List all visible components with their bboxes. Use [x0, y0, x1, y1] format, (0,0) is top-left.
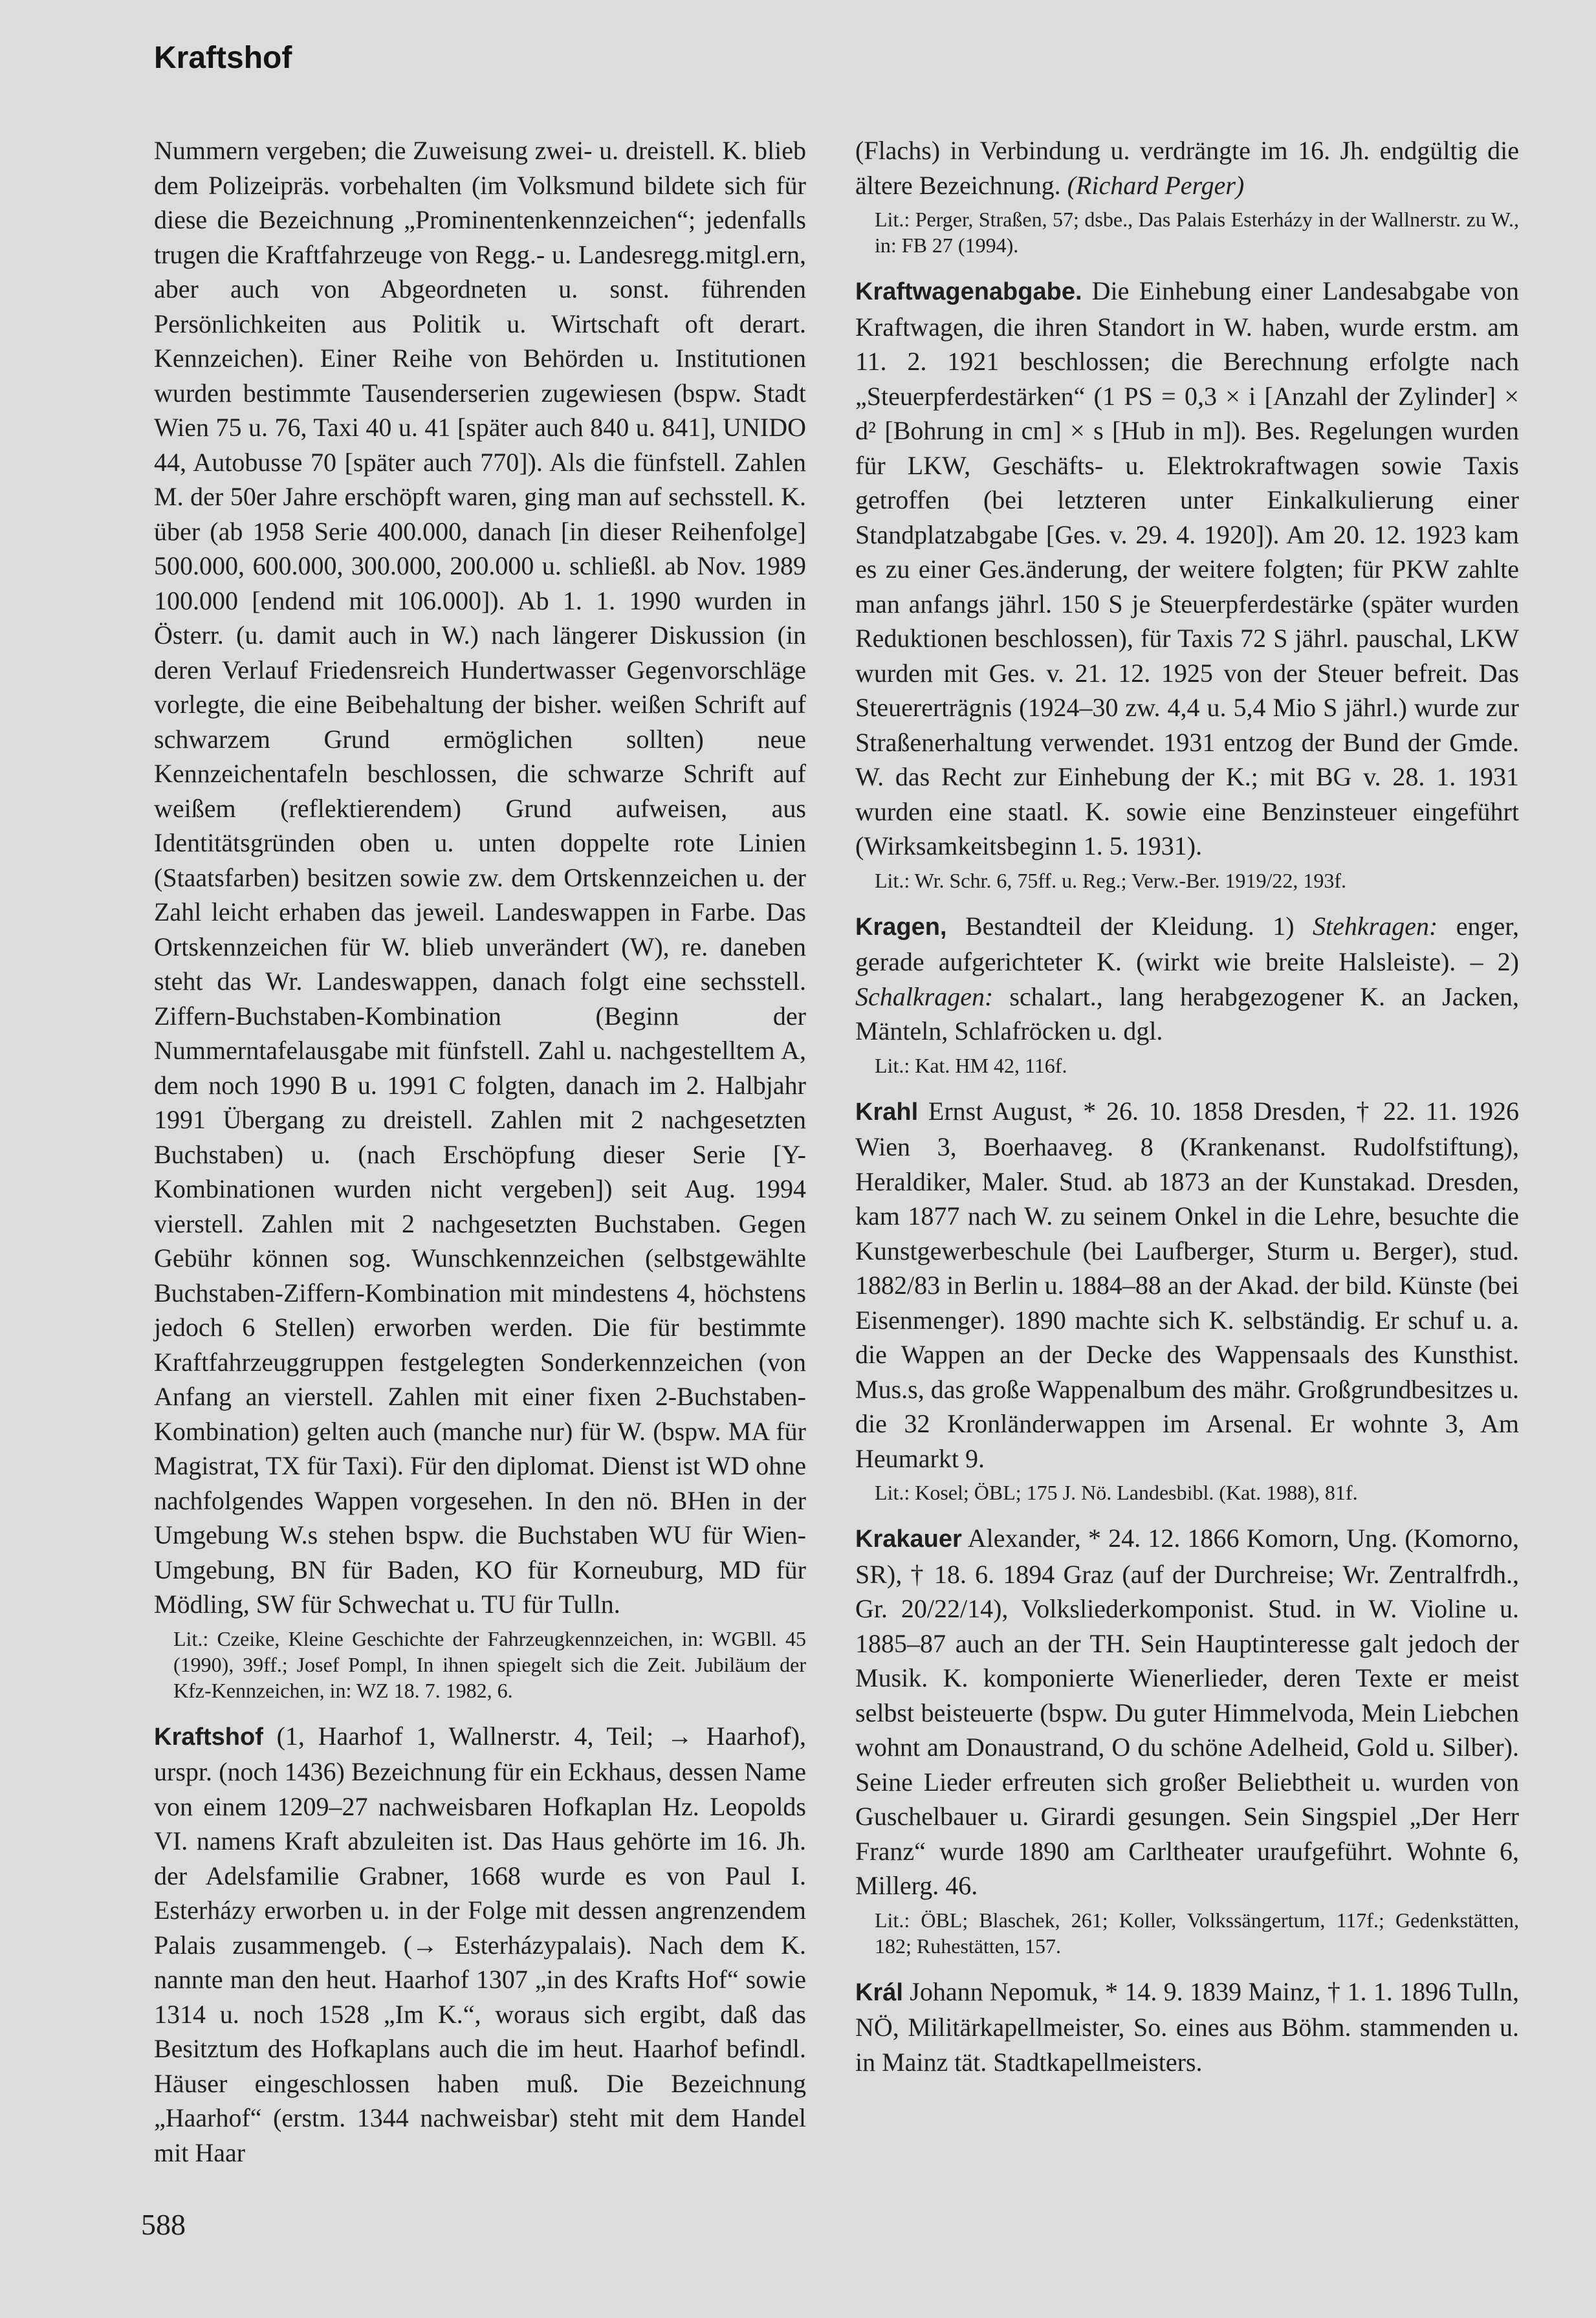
- literature-kragen: Lit.: Kat. HM 42, 116f.: [875, 1053, 1067, 1077]
- entry-kragen: [855, 909, 1519, 1049]
- literature-kraftwagenabgabe: Lit.: Wr. Schr. 6, 75ff. u. Reg.; Verw.-Ber. 1919/22, 193f.: [875, 868, 1347, 892]
- headword-krahl: Krahl: [855, 1098, 919, 1126]
- term-stehkragen: Stehkragen:: [1313, 911, 1438, 941]
- entry-text-kraftwagenabgabe: Die Einhebung einer Landesabgabe von Kraftwagen, die ihren Standort in W. haben, wurde erstm. am 11. 2. 1921 beschlossen; die Berechnung erfolgte nach „Steuerpferdestärken“ (1 PS = 0,3 × i [Anzahl der Zylinder] × d² [Bohrung in cm] × s [Hub in m]). Bes. Regelungen wurden für LKW, Geschäfts- u. Elektrokraftwagen sowie Taxis getroffen (bei letzteren unter Einkalkulierung einer Standplatzabgabe [Ges. v. 29. 4. 1920]). Am 20. 12. 1923 kam es zu einer Ges.änderung, der weitere folgten; für PKW zahlte man anfangs jährl. 150 S je Steuerpferdestärke (später wurden Reduktionen beschlossen), für Taxis 72 S jährl. pauschal, LKW wurden mit Ges. v. 21. 12. 1925 von der Steuer befreit. Das Steuererträgnis (1924–30 zw. 4,4 u. 5,4 Mio S jährl.) wurde zur Straßenerhaltung verwendet. 1931 entzog der Bund der Gmde. W. das Recht zur Einhebung der K.; mit BG v. 28. 1. 1931 wurden eine staatl. K. sowie eine Benzinsteuer eingeführt (Wirksamkeitsbeginn 1. 5. 1931).: [855, 276, 1519, 860]
- author-signature: (Richard Perger): [1067, 170, 1245, 200]
- paragraph-kennzeichen-continuation: [154, 133, 806, 1622]
- running-head: Kraftshof: [154, 41, 292, 75]
- entry-text-kraftshof: (1, Haarhof 1, Wallnerstr. 4, Teil; → Haarhof), urspr. (noch 1436) Bezeichnung für ein Eckhaus, dessen Name von einem 1209–27 nachweisbaren Hofkaplan Hz. Leopolds VI. namens Kraft abzuleiten ist. Das Haus gehörte im 16. Jh. der Adelsfamilie Grabner, 1668 wurde es von Paul I. Esterházy erworben u. in der Folge mit dessen angrenzendem Palais zusammengeb. (→ Esterházypalais). Nach dem K. nannte man den heut. Haarhof 1307 „in des Krafts Hof“ sowie 1314 u. noch 1528 „Im K.“, woraus sich ergibt, daß das Besitztum des Hofkaplans auch die im heut. Haarhof befindl. Häuser eingeschlossen haben muß. Die Bezeichnung „Haarhof“ (erstm. 1344 nachweisbar) steht mit dem Handel mit Haar: [154, 1721, 806, 2167]
- headword-kraftwagenabgabe: Kraftwagenabgabe.: [855, 278, 1082, 305]
- entry-krakauer: [855, 1521, 1519, 1903]
- entry-krahl: [855, 1094, 1519, 1476]
- literature-krakauer: Lit.: ÖBL; Blaschek, 261; Koller, Volkssängertum, 117f.; Gedenkstätten, 182; Ruhestätten, 157.: [875, 1908, 1519, 1958]
- right-column: [855, 133, 1519, 2079]
- page-number: 588: [141, 2208, 186, 2241]
- literature-krahl: Lit.: Kosel; ÖBL; 175 J. Nö. Landesbibl. (Kat. 1988), 81f.: [875, 1481, 1358, 1504]
- paragraph-kraftshof-continuation: [855, 133, 1519, 202]
- literature-kraftshof: Lit.: Perger, Straßen, 57; dsbe., Das Palais Esterházy in der Wallnerstr. zu W., in: FB 27 (1994).: [875, 208, 1519, 257]
- entry-text-kragen-2: enger, gerade aufgerichteter K. (wirkt wie breite Halsleiste). – 2): [855, 911, 1520, 976]
- entry-kraftshof: [154, 1719, 806, 2170]
- entry-kraftwagenabgabe: [855, 274, 1519, 864]
- left-column: [154, 133, 806, 2170]
- literature-kennzeichen: Lit.: Czeike, Kleine Geschichte der Fahrzeugkennzeichen, in: WGBll. 45 (1990), 39ff.; Josef Pompl, In ihnen spiegelt sich die Zeit. Jubiläum der Kfz-Kennzeichen, in: WZ 18. 7. 1982, 6.: [173, 1626, 806, 1702]
- entry-kral: [855, 1974, 1519, 2080]
- paragraph-text: Nummern vergeben; die Zuweisung zwei- u. dreistell. K. blieb dem Polizeipräs. vorbehalten (im Volksmund bildete sich für diese die Bezeichnung „Prominentenkennzeichen“; jedenfalls trugen die Kraftfahrzeuge von Regg.- u. Landesregg.mitgl.ern, aber auch von Abgeordneten u. sonst. führenden Persönlichkeiten aus Politik u. Wirtschaft oft derart. Kennzeichen). Einer Reihe von Behörden u. Institutionen wurden bestimmte Tausenderserien zugewiesen (bspw. Stadt Wien 75 u. 76, Taxi 40 u. 41 [später auch 840 u. 841], UNIDO 44, Autobusse 70 [später auch 770]). Als die fünfstell. Zahlen M. der 50er Jahre erschöpft waren, ging man auf sechsstell. K. über (ab 1958 Serie 400.000, danach [in dieser Reihenfolge] 500.000, 600.000, 300.000, 200.000 u. schließl. ab Nov. 1989 100.000 [endend mit 106.000]). Ab 1. 1. 1990 wurden in Österr. (u. damit auch in W.) nach längerer Diskussion (in deren Verlauf Friedensreich Hundertwasser Gegenvorschläge vorlegte, die eine Beibehaltung der bisher. weißen Schrift auf schwarzem Grund ermöglichen sollten) neue Kennzeichentafeln beschlossen, die schwarze Schrift auf weißem (reflektierendem) Grund aufweisen, aus Identitätsgründen oben u. unten doppelte rote Linien (Staatsfarben) besitzen sowie zw. dem Ortskennzeichen u. der Zahl leicht erhaben das jeweil. Landeswappen in Farbe. Das Ortskennzeichen für W. blieb unverändert (W), re. daneben steht das Wr. Landeswappen, danach folgt eine sechsstell. Ziffern-Buchstaben-Kombination (Beginn der Nummerntafelausgabe mit fünfstell. Zahl u. nachgestelltem A, dem noch 1990 B u. 1991 C folgten, danach im 2. Halbjahr 1991 Übergang zu dreistell. Zahlen mit 2 nachgesetzten Buchstaben) u. (nach Erschöpfung dieser Serie [Y-Kombinationen wurden nicht vergeben]) seit Aug. 1994 vierstell. Zahlen mit 2 nachgesetzten Buchstaben. Gegen Gebühr können sog. Wunschkennzeichen (selbstgewählte Buchstaben-Ziffern-Kombination mit mindestens 4, höchstens jedoch 6 Stellen) erworben werden. Die für bestimmte Kraftfahrzeuggruppen festgelegten Sonderkennzeichen (von Anfang an vierstell. Zahlen mit einer fixen 2-Buchstaben-Kombination) gelten auch (manche nur) für W. (bspw. MA für Magistrat, TX für Taxi). Für den diplomat. Dienst ist WD ohne nachfolgendes Wappen vorgesehen. In den nö. BHen in der Umgebung W.s stehen bspw. die Buchstaben WU für Wien-Umgebung, BN für Baden, KO für Korneuburg, MD für Mödling, SW für Schwechat u. TU für Tulln.: [154, 136, 806, 1619]
- headword-kral: Král: [855, 1978, 903, 2006]
- entry-text-kral: Johann Nepomuk, * 14. 9. 1839 Mainz, † 1. 1. 1896 Tulln, NÖ, Militärkapellmeister, So. eines aus Böhm. stammenden u. in Mainz tät. Stadtkapellmeisters.: [855, 1976, 1520, 2077]
- headword-kragen: Kragen,: [855, 913, 947, 941]
- entry-text-kragen-3: schalart., lang herabgezogener K. an Jacken, Mänteln, Schlafröcken u. dgl.: [855, 981, 1520, 1045]
- entry-text-krakauer: Alexander, * 24. 12. 1866 Komorn, Ung. (Komorno, SR), † 18. 6. 1894 Graz (auf der Durchreise; Wr. Zentralfrdh., Gr. 20/22/14), Volksliederkomponist. Stud. in W. Violine u. 1885–87 auch an der TH. Sein Hauptinteresse galt jedoch der Musik. K. komponierte Wienerlieder, deren Texte er meist selbst beisteuerte (bspw. Du guter Himmelvoda, Mein Liebchen wohnt am Donaustrand, O du schöne Adelheid, Gold u. Silber). Seine Lieder erfreuten sich großer Beliebtheit u. wurden von Guschelbauer u. Girardi gesungen. Sein Singspiel „Der Herr Franz“ wurde 1890 am Carltheater uraufgeführt. Wohnte 6, Millerg. 46.: [855, 1524, 1520, 1900]
- paragraph-text: (Flachs) in Verbindung u. verdrängte im 16. Jh. endgültig die ältere Bezeichnung.: [855, 136, 1519, 200]
- entry-text-kragen-1: Bestandteil der Kleidung. 1): [965, 911, 1295, 941]
- headword-krakauer: Krakauer: [855, 1525, 962, 1553]
- headword-kraftshof: Kraftshof: [154, 1723, 263, 1751]
- entry-text-krahl: Ernst August, * 26. 10. 1858 Dresden, † 22. 11. 1926 Wien 3, Boerhaaveg. 8 (Krankenanst. Rudolfstiftung), Heraldiker, Maler. Stud. ab 1873 an der Kunstakad. Dresden, kam 1877 nach W. zu seinem Onkel in die Lehre, besuchte die Kunstgewerbeschule (bei Laufberger, Sturm u. Berger), stud. 1882/83 in Berlin u. 1884–88 an der Akad. der bild. Künste (bei Eisenmenger). 1890 machte sich K. selbständig. Er schuf u. a. die Wappen an der Decke des Wappensaals des Kunsthist. Mus.s, das große Wappenalbum des mähr. Großgrundbesitzes u. die 32 Kronländerwappen im Arsenal. Er wohnte 3, Am Heumarkt 9.: [855, 1096, 1520, 1473]
- term-schalkragen: Schalkragen:: [855, 981, 994, 1011]
